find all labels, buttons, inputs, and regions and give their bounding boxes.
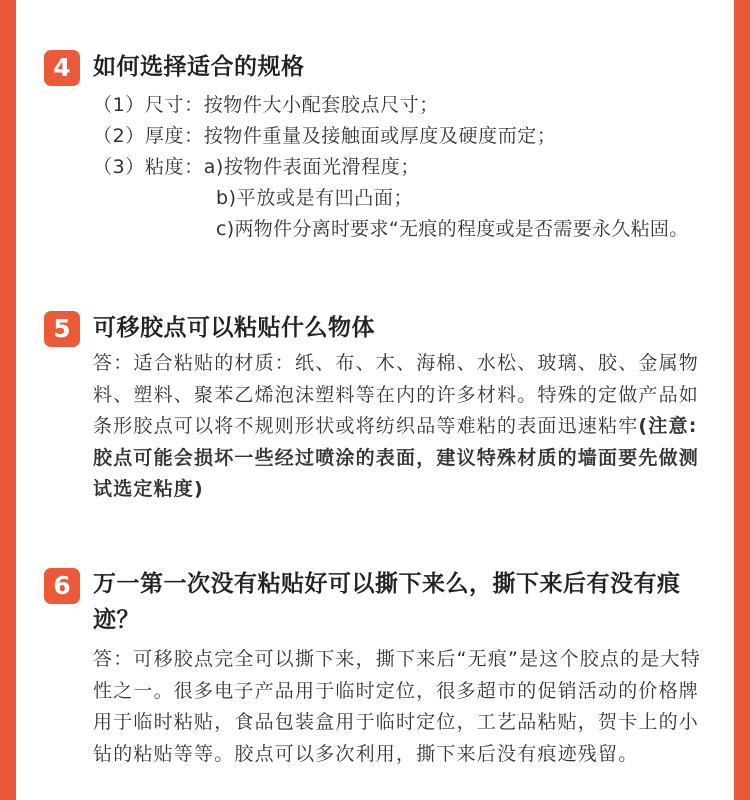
section-6-heading: [44, 566, 684, 638]
section-5-answer-note: (注意:胶点可能会损坏一些经过喷涂的表面，建议特殊材质的墙面要先做测试选定粘度): [93, 415, 700, 500]
spec-size-line: （1）尺寸：按物件大小配套胶点尺寸；: [93, 94, 439, 116]
spec-viscosity-line: （3）粘度：a)按物件表面光滑程度；: [93, 156, 420, 178]
spec-viscosity-c-line: c)两物件分离时要求“无痕的程度或是否需要永久粘固。: [216, 218, 689, 240]
section-6-title: 万一第一次没有粘贴好可以撕下来么，撕下来后有没有痕迹？: [93, 571, 681, 633]
section-4-heading: [44, 48, 305, 86]
spec-thickness-line: （2）厚度：按物件重量及接触面或厚度及硬度而定；: [93, 125, 557, 147]
section-6-answer: 答：可移胶点完全可以撕下来，撕下来后“无痕”是这个胶点的是大特性之一。很多电子产品用于临时定位，很多超市的促销活动的价格牌用于临时粘贴，食品包装盒用于临时定位，工艺品粘贴，贺卡上的小钻的粘贴等等。胶点可以多次利用，撕下来后没有痕迹残留。: [93, 648, 701, 765]
section-6-number: 6: [44, 568, 80, 604]
section-5-answer: [93, 348, 713, 506]
spec-viscosity-b-line: b)平放或是有凹凸面；: [216, 187, 414, 209]
section-4-title: 如何选择适合的规格: [93, 54, 305, 80]
section-5-heading: [44, 309, 375, 347]
section-5-number: 5: [44, 311, 80, 347]
section-4-number: 4: [44, 50, 80, 86]
content-card: [16, 0, 734, 800]
section-5-title: 可移胶点可以粘贴什么物体: [93, 315, 375, 341]
section-5-answer-text: 答：适合粘贴的材质：纸、布、木、海棉、水松、玻璃、胶、金属物料、塑料、聚苯乙烯泡沫塑料等在内的许多材料。特殊的定做产品如条形胶点可以将不规则形状或将纺织品等难粘的表面迅速粘牢: [93, 352, 700, 437]
